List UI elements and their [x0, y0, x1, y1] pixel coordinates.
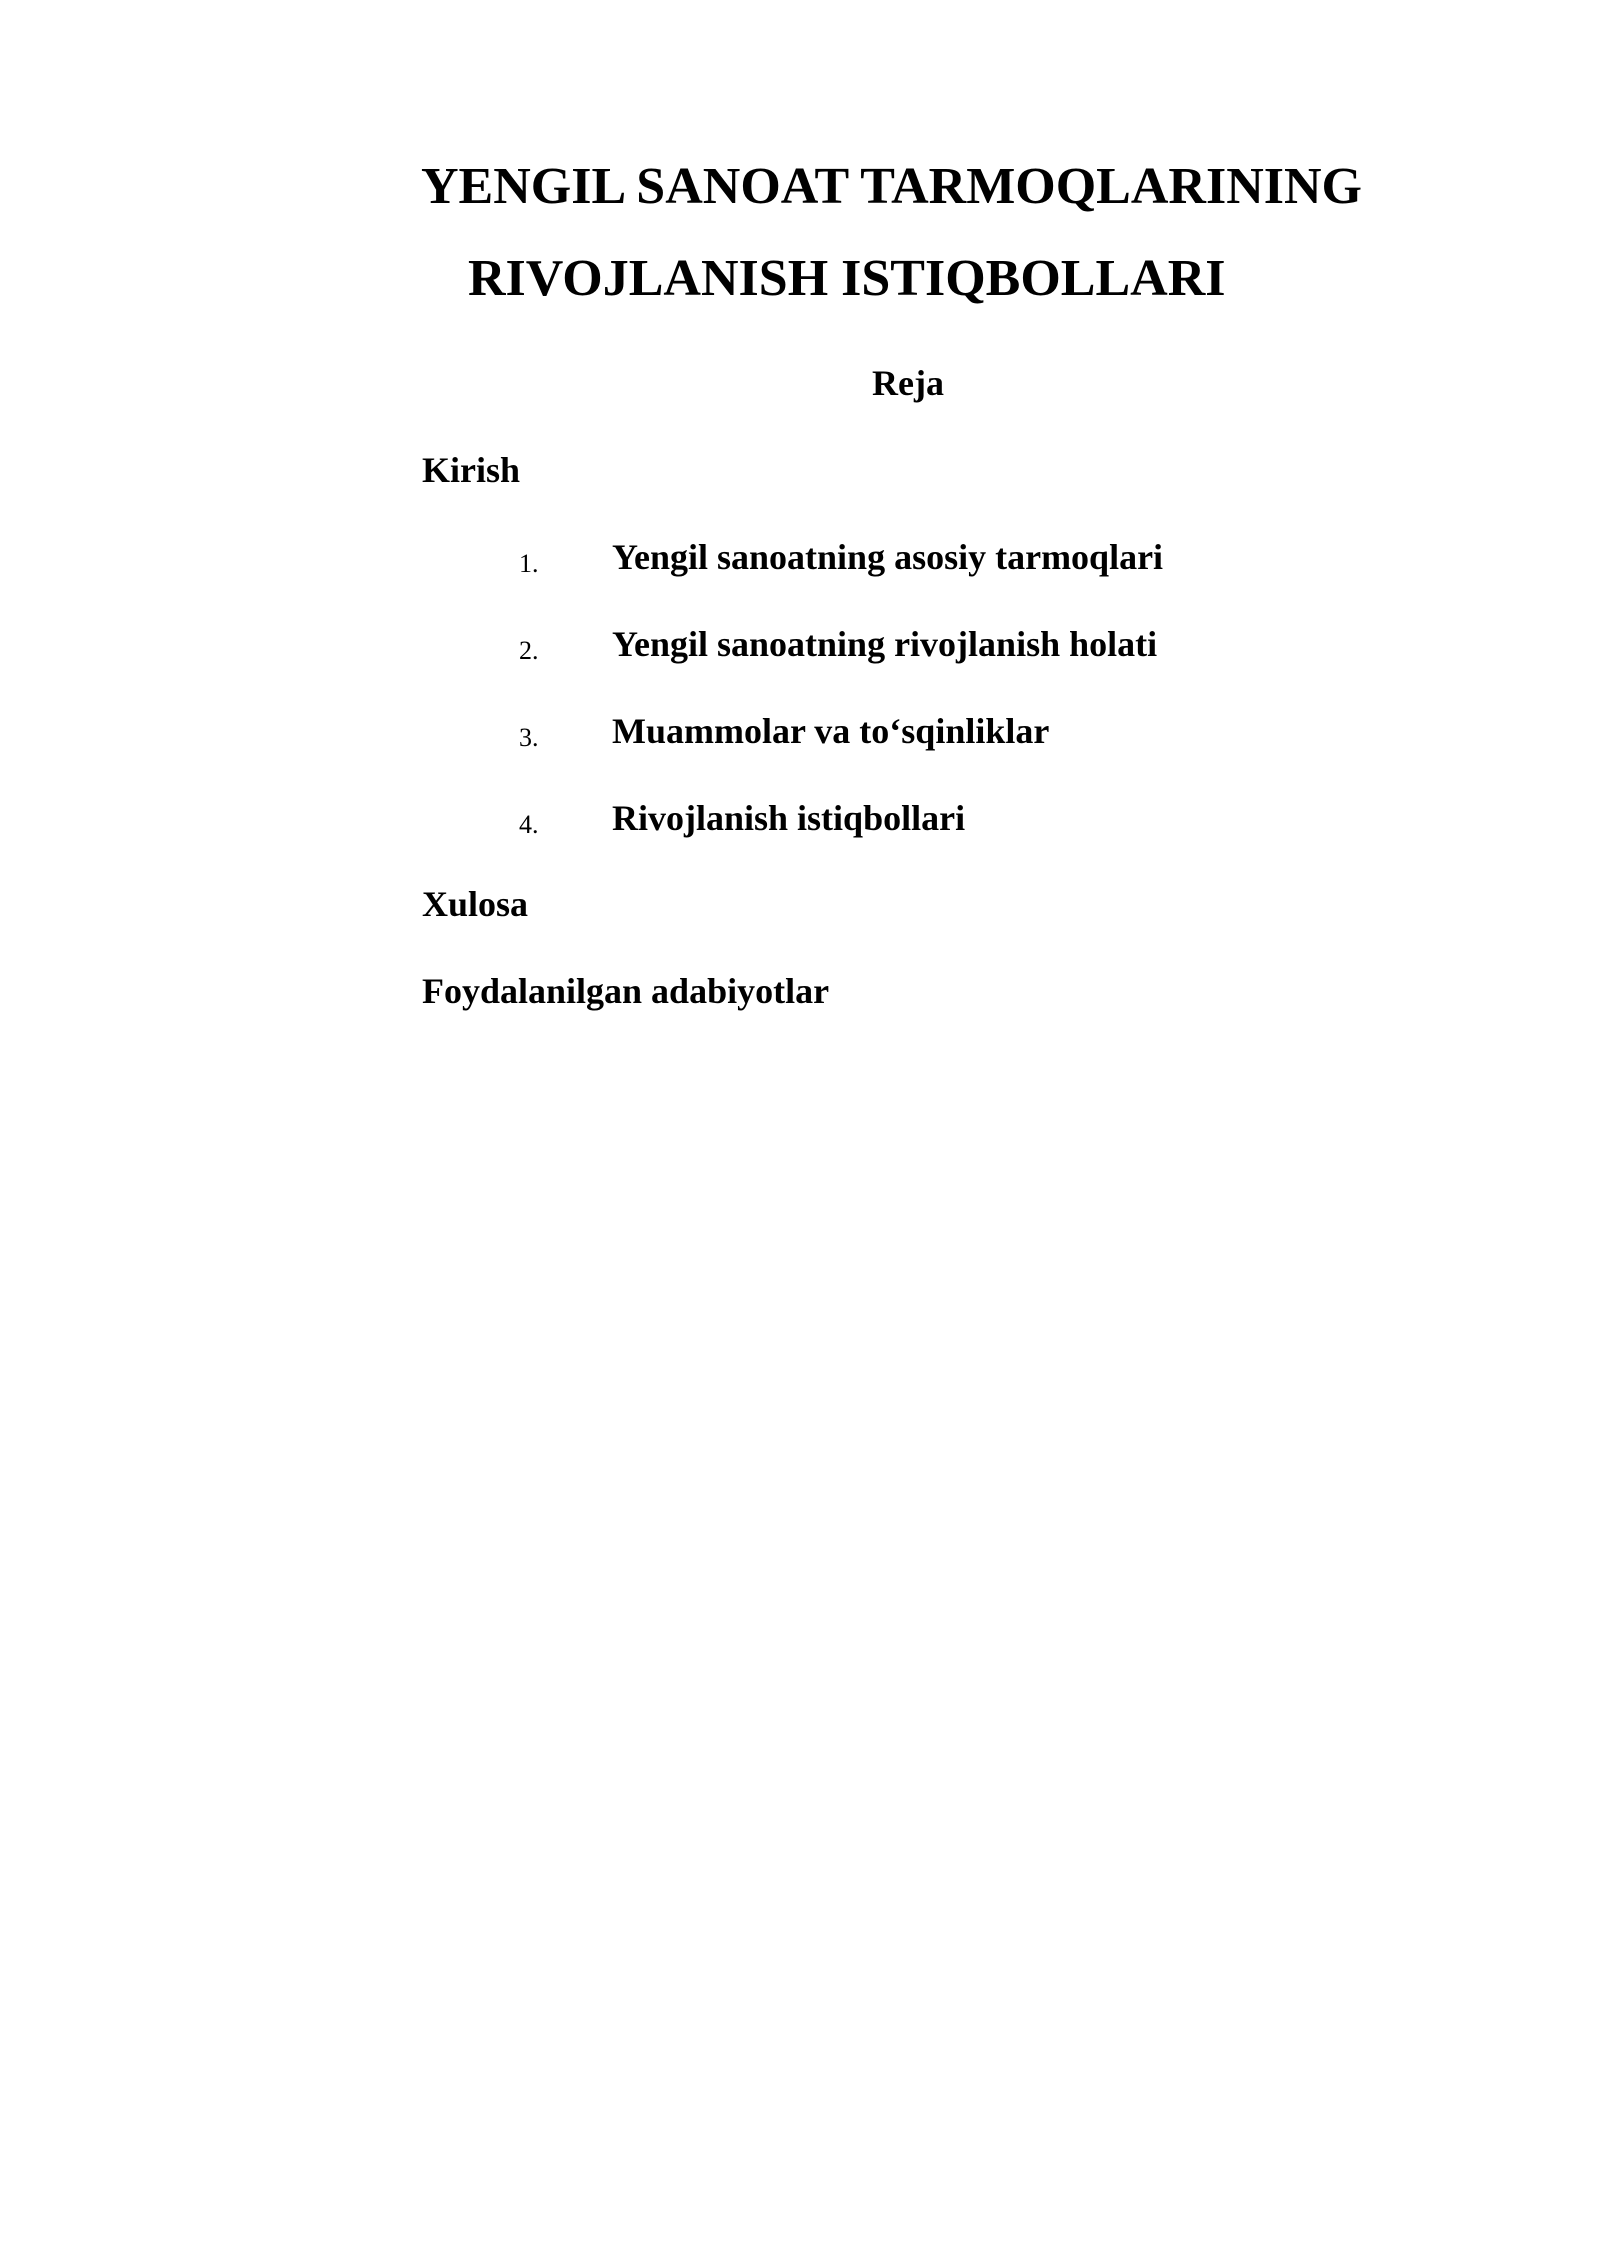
document-title-line-2: RIVOJLANISH ISTIQBOLLARI [468, 250, 1226, 307]
plan-item-text: Yengil sanoatning asosiy tarmoqlari [612, 537, 1164, 577]
plan-item-number: 1. [519, 549, 539, 578]
plan-item-number: 3. [519, 723, 539, 752]
plan-item-text: Muammolar va to‘sqinliklar [612, 711, 1050, 751]
document-title-line-1: YENGIL SANOAT TARMOQLARINING [421, 158, 1362, 215]
plan-item-number: 4. [519, 810, 539, 839]
plan-heading: Reja [872, 363, 944, 403]
plan-item-text: Yengil sanoatning rivojlanish holati [612, 624, 1158, 664]
conclusion-label: Xulosa [422, 884, 529, 924]
plan-item-number: 2. [519, 636, 539, 665]
intro-label: Kirish [422, 450, 521, 490]
plan-item-text: Rivojlanish istiqbollari [612, 798, 966, 838]
references-label: Foydalanilgan adabiyotlar [422, 971, 830, 1011]
